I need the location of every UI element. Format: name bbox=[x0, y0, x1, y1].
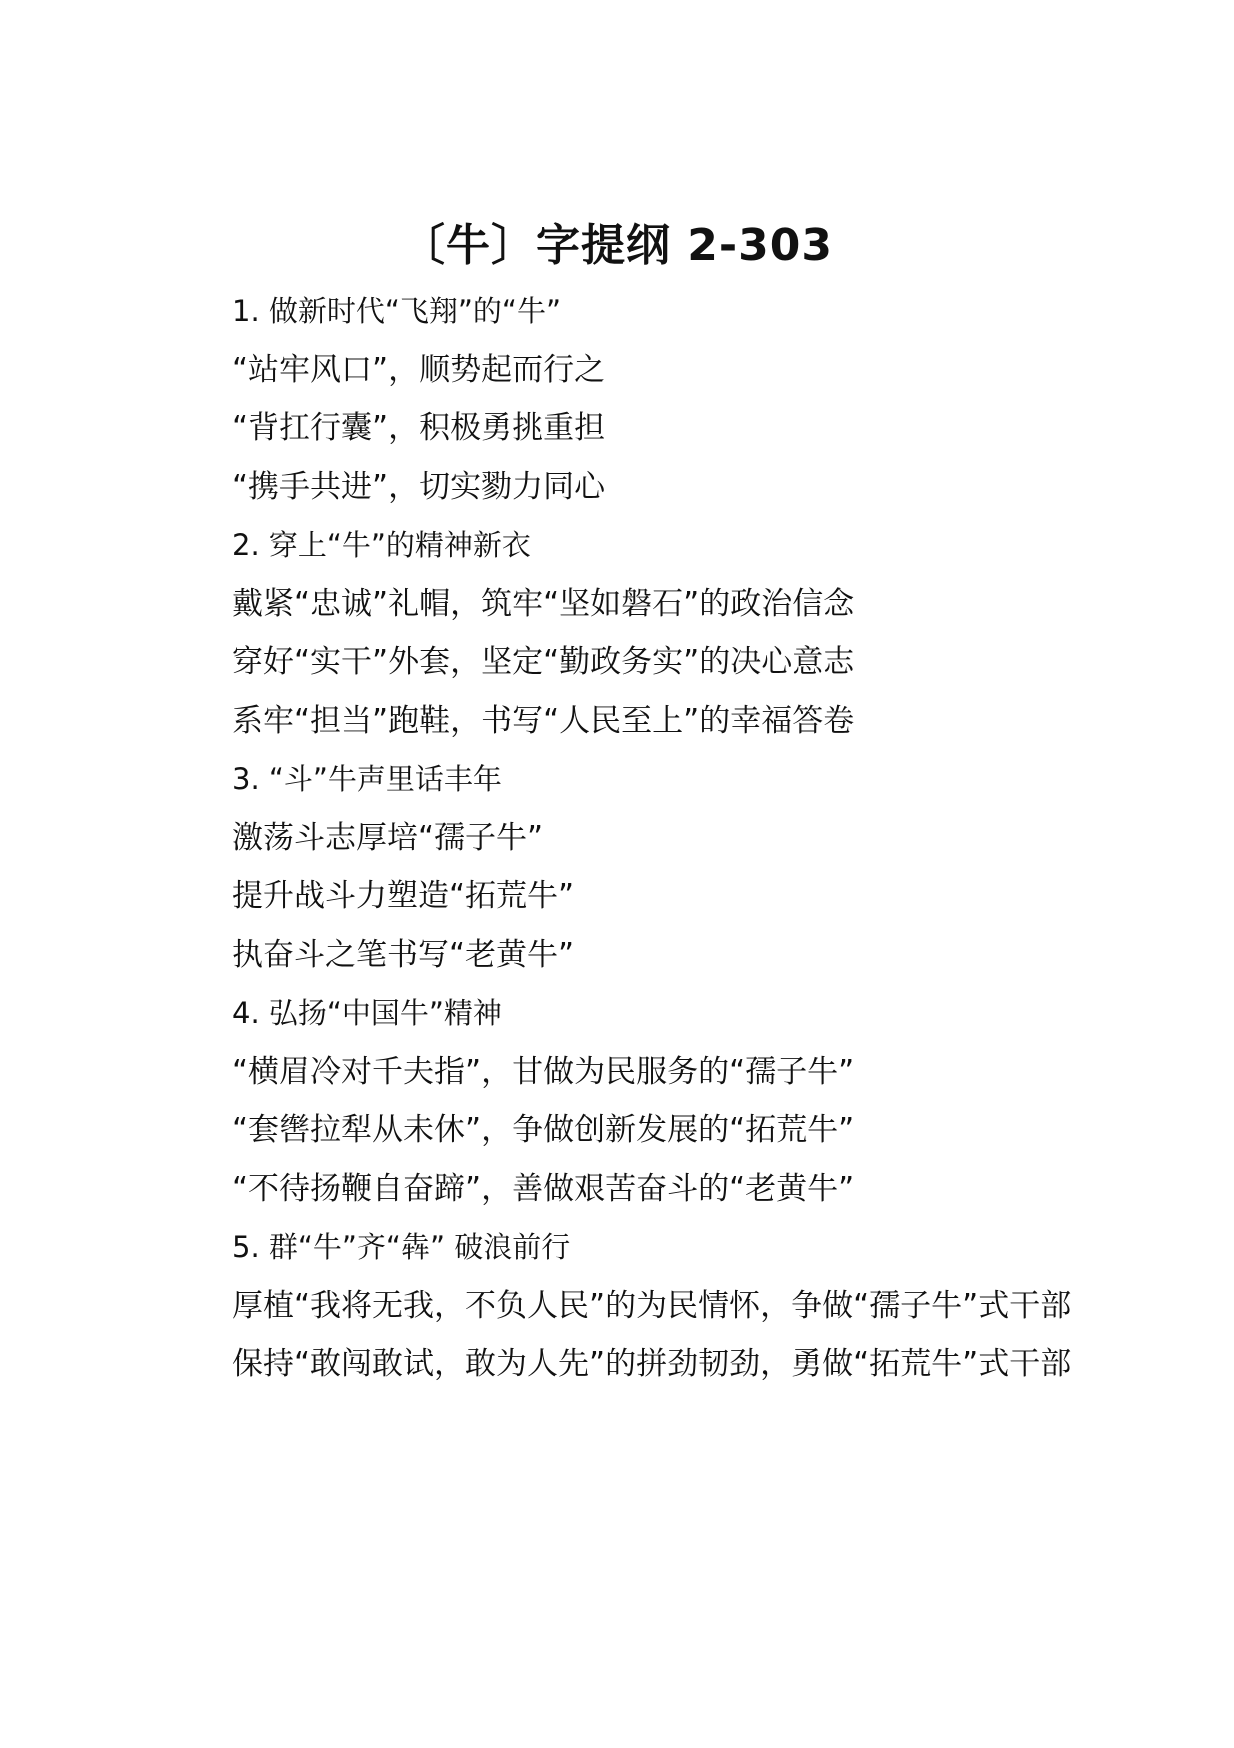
paragraph-line: 穿好“实干”外套，坚定“勤政务实”的决心意志 bbox=[232, 644, 855, 680]
section-heading-1: 1. 做新时代“飞翔”的“牛” bbox=[232, 294, 561, 328]
paragraph-line: 激荡斗志厚培“孺子牛” bbox=[232, 819, 544, 856]
document-title: 〔牛〕字提纲 2-303 bbox=[400, 220, 834, 271]
section-heading-3: 3. “斗”牛声里话丰年 bbox=[232, 762, 502, 796]
paragraph-line: “不待扬鞭自奋蹄”，善做艰苦奋斗的“老黄牛” bbox=[232, 1170, 855, 1207]
paragraph-line: “套辔拉犁从未休”，争做创新发展的“拓荒牛” bbox=[232, 1112, 855, 1148]
paragraph-line: “背扛行囊”，积极勇挑重担 bbox=[232, 410, 606, 446]
paragraph-line: 戴紧“忠诚”礼帽，筑牢“坚如磐石”的政治信念 bbox=[232, 585, 855, 622]
paragraph-line: 提升战斗力塑造“拓荒牛” bbox=[232, 878, 575, 914]
paragraph-line: “站牢风口”，顺势起而行之 bbox=[232, 351, 606, 388]
section-heading-2: 2. 穿上“牛”的精神新衣 bbox=[232, 528, 531, 562]
section-heading-4: 4. 弘扬“中国牛”精神 bbox=[232, 996, 502, 1030]
paragraph-line: 保持“敢闯敢试，敢为人先”的拼劲韧劲，勇做“拓荒牛”式干部 bbox=[232, 1346, 1072, 1382]
document-body bbox=[168, 282, 1088, 1394]
section-heading-5: 5. 群“牛”齐“犇” 破浪前行 bbox=[232, 1230, 571, 1264]
paragraph-line: 执奋斗之笔书写“老黄牛” bbox=[232, 936, 575, 973]
paragraph-line: “横眉冷对千夫指”，甘做为民服务的“孺子牛” bbox=[232, 1053, 855, 1090]
paragraph-line: 厚植“我将无我，不负人民”的为民情怀，争做“孺子牛”式干部 bbox=[232, 1287, 1072, 1324]
paragraph-line: 系牢“担当”跑鞋，书写“人民至上”的幸福答卷 bbox=[232, 702, 855, 739]
paragraph-line: “携手共进”，切实勠力同心 bbox=[232, 468, 606, 505]
